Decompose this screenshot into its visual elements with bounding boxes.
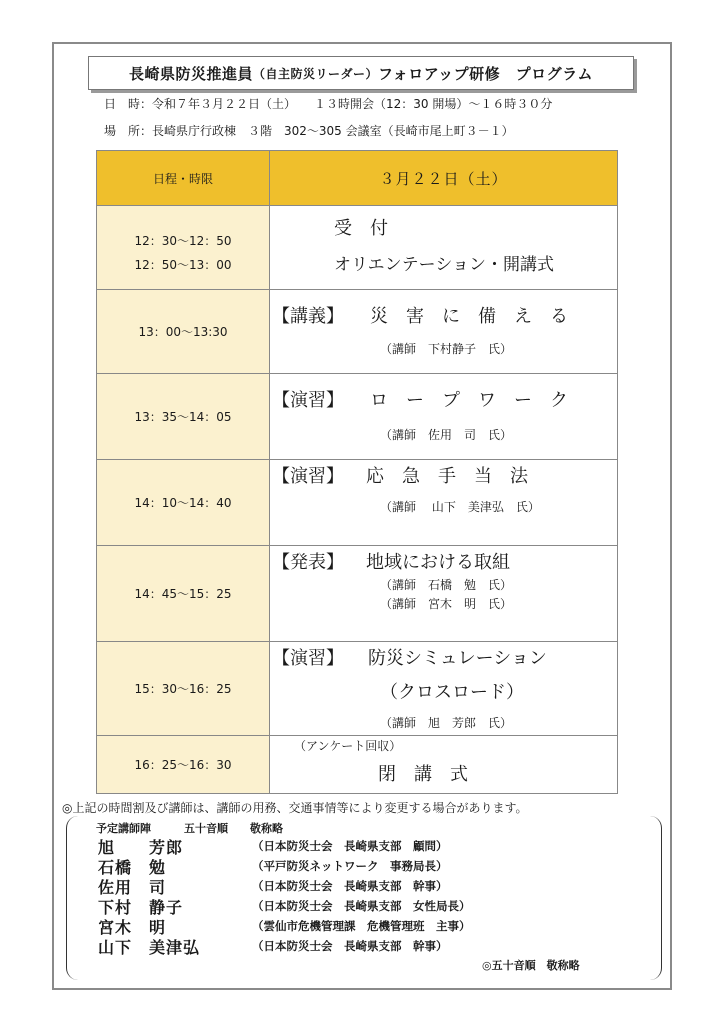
table-row xyxy=(97,460,618,546)
title-subtitle: （自主防災リーダー） xyxy=(252,66,378,81)
roster-footer: ◎五十音順 敬称略 xyxy=(482,959,580,972)
time-cell: 13：35～14：05 xyxy=(97,374,270,460)
date-line: 日 時：令和７年３月２２日（土） １３時開会（12：30 開場）～１６時３０分 xyxy=(104,97,553,111)
reception-label: 受 付 xyxy=(334,218,388,239)
lecturer-line: （講師 下村静子 氏） xyxy=(380,342,513,356)
activity-cell xyxy=(270,206,618,290)
table-row xyxy=(97,290,618,374)
table-row xyxy=(97,642,618,736)
table-row xyxy=(97,736,618,794)
activity-cell xyxy=(270,736,618,794)
lecturer-affiliation: （日本防災士会 長崎県支部 女性局長） xyxy=(252,899,471,913)
activity-cell xyxy=(270,290,618,374)
table-row xyxy=(97,206,618,290)
lecturer-line: （講師 山下 美津弘 氏） xyxy=(380,500,540,514)
title-main-part1: 長崎県防災推進員 xyxy=(128,64,253,83)
lecturer-line: （講師 旭 芳郎 氏） xyxy=(380,716,513,730)
program-title xyxy=(88,56,634,90)
lecturer-affiliation: （日本防災士会 長崎県支部 顧問） xyxy=(252,839,448,853)
survey-note: （アンケート回収） xyxy=(294,739,402,753)
time-text: 12：50～13：00 xyxy=(134,257,232,272)
lecturer-name: 下村 静子 xyxy=(98,898,184,917)
time-cell: 13：00～13:30 xyxy=(97,290,270,374)
session-topic: 災 害 に 備 え る xyxy=(370,306,568,327)
lecturer-line: （講師 宮木 明 氏） xyxy=(380,597,513,611)
table-header-row xyxy=(97,151,618,206)
lecturer-name: 佐用 司 xyxy=(98,878,167,897)
activity-cell xyxy=(270,460,618,546)
session-topic-sub: （クロスロード） xyxy=(380,682,524,703)
activity-cell xyxy=(270,374,618,460)
time-cell: 14：10～14：40 xyxy=(97,460,270,546)
orientation-label: オリエンテーション・開講式 xyxy=(334,255,554,275)
session-tag: 【演習】 xyxy=(272,466,344,487)
lecturer-line: （講師 佐用 司 氏） xyxy=(380,428,513,442)
session-tag: 【演習】 xyxy=(272,648,344,669)
lecturer-name: 宮木 明 xyxy=(98,918,167,937)
table-row xyxy=(97,374,618,460)
header-time: 日程・時限 xyxy=(97,151,270,206)
session-topic: 防災シミュレーション xyxy=(368,648,547,669)
lecturer-affiliation: （平戸防災ネットワーク 事務局長） xyxy=(252,859,448,873)
time-cell: 16：25～16：30 xyxy=(97,736,270,794)
roster-heading: 予定講師陣 五十音順 敬称略 xyxy=(96,822,283,835)
session-topic: 応 急 手 当 法 xyxy=(366,466,528,487)
header-day: ３月２２日（土） xyxy=(270,151,618,206)
title-main-part2: フォロアップ研修 プログラム xyxy=(377,64,594,83)
activity-cell xyxy=(270,546,618,642)
place-line: 場 所：長崎県庁行政棟 ３階 302～305 会議室（長崎市尾上町３－１） xyxy=(104,124,514,138)
time-cell xyxy=(97,206,270,290)
session-topic: 地域における取組 xyxy=(366,552,510,573)
session-tag: 【演習】 xyxy=(272,390,344,411)
session-tag: 【発表】 xyxy=(272,552,344,573)
schedule-table xyxy=(96,150,618,794)
time-cell: 14：45～15：25 xyxy=(97,546,270,642)
schedule-note: ◎上記の時間割及び講師は、講師の用務、交通事情等により変更する場合があります。 xyxy=(62,801,528,815)
activity-cell xyxy=(270,642,618,736)
table-row xyxy=(97,546,618,642)
lecturer-affiliation: （日本防災士会 長崎県支部 幹事） xyxy=(252,939,448,953)
lecturer-affiliation: （日本防災士会 長崎県支部 幹事） xyxy=(252,879,448,893)
time-text: 12：30～12：50 xyxy=(134,233,232,248)
lecturer-name: 旭 芳郎 xyxy=(98,838,184,857)
lecturer-name: 石橋 勉 xyxy=(98,858,167,877)
session-topic: ロ ー プ ワ ー ク xyxy=(370,390,568,411)
lecturer-name: 山下 美津弘 xyxy=(98,938,201,957)
lecturer-line: （講師 石橋 勉 氏） xyxy=(380,578,513,592)
lecturer-affiliation: （雲仙市危機管理課 危機管理班 主事） xyxy=(252,919,471,933)
closing-ceremony-label: 閉 講 式 xyxy=(378,764,468,785)
time-cell: 15：30～16：25 xyxy=(97,642,270,736)
session-tag: 【講義】 xyxy=(272,306,344,327)
